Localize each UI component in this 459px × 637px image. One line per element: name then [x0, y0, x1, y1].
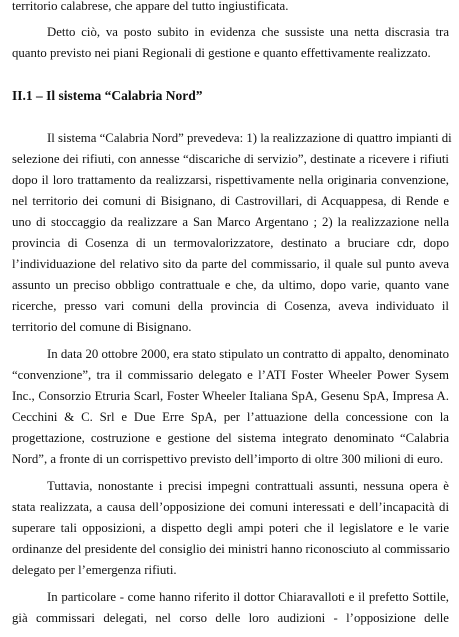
- text-line: Inc., Consorzio Etruria Scarl, Foster Wheeler Italiana SpA, Gesenu SpA, Impresa A.: [12, 389, 449, 403]
- text-line: provincia di Cosenza di un termovalorizzatore, destinato a bruciare cdr, dopo: [12, 236, 449, 250]
- text-line: assunto un preciso obbligo contrattuale e che, da ultimo, dopo varie, quanto vane: [12, 278, 449, 292]
- text-line: Detto ciò, va posto subito in evidenza che sussiste una netta discrasia tra: [47, 25, 449, 39]
- section-heading: II.1 – Il sistema “Calabria Nord”: [12, 88, 203, 103]
- text-line: stata realizzata, a causa dell’opposizione dei comuni interessati e dell’incapacità di: [12, 500, 449, 514]
- text-line: “convenzione”, tra il commissario delegato e l’ATI Foster Wheeler Power Sysem: [12, 368, 449, 382]
- text-line: selezione dei rifiuti, con annesse “discariche di servizio”, destinate a ricevere i rifiuti: [12, 152, 449, 166]
- text-line: ordinanze del presidente del consiglio dei ministri hanno riconosciuto al commissario: [12, 542, 450, 556]
- text-line: l’individuazione del relativo sito da parte del commissario, il quale sul punto aveva: [12, 257, 449, 271]
- text-line: progettazione, costruzione e gestione del sistema integrato denominato “Calabria: [12, 431, 449, 445]
- text-line: In particolare - come hanno riferito il dottor Chiaravalloti e il prefetto Sottile,: [47, 590, 449, 604]
- text-line: Nord”, a fronte di un corrispettivo previsto dell’importo di oltre 300 milioni di euro.: [12, 452, 444, 466]
- text-line: già commissari delegati, nel corso delle loro audizioni - l’opposizione delle: [12, 611, 449, 625]
- text-line: Tuttavia, nonostante i precisi impegni contrattuali assunti, nessuna opera è: [47, 479, 449, 493]
- text-line: ricerche, presso vari comuni della provincia di Cosenza, aveva individuato il: [12, 299, 449, 313]
- text-line: territorio del comune di Bisignano.: [12, 320, 192, 334]
- text-line: quanto previsto nei piani Regionali di gestione e quanto effettivamente realizzato.: [12, 46, 431, 60]
- text-line: dopo il loro trattamento da realizzarsi, rispettivamente nella originaria convenzione,: [12, 173, 449, 187]
- text-line: delegato per l’emergenza rifiuti.: [12, 563, 177, 577]
- text-line: territorio calabrese, che appare del tutto ingiustificata.: [12, 0, 289, 13]
- text-line: Il sistema “Calabria Nord” prevedeva: 1) la realizzazione di quattro impianti di: [47, 131, 452, 145]
- text-line: uno di stoccaggio da realizzare a San Marco Argentano ; 2) la realizzazione nella: [12, 215, 449, 229]
- text-line: Cecchini & C. Srl e Due Erre SpA, per l’attuazione della concessione con la: [12, 410, 449, 424]
- text-line: nel territorio dei comuni di Bisignano, di Castrovillari, di Acquappesa, di Rende e: [12, 194, 449, 208]
- text-line: superare tali opposizioni, a dispetto degli ampi poteri che il legislatore e le varie: [12, 521, 449, 535]
- text-line: In data 20 ottobre 2000, era stato stipulato un contratto di appalto, denominato: [47, 347, 449, 361]
